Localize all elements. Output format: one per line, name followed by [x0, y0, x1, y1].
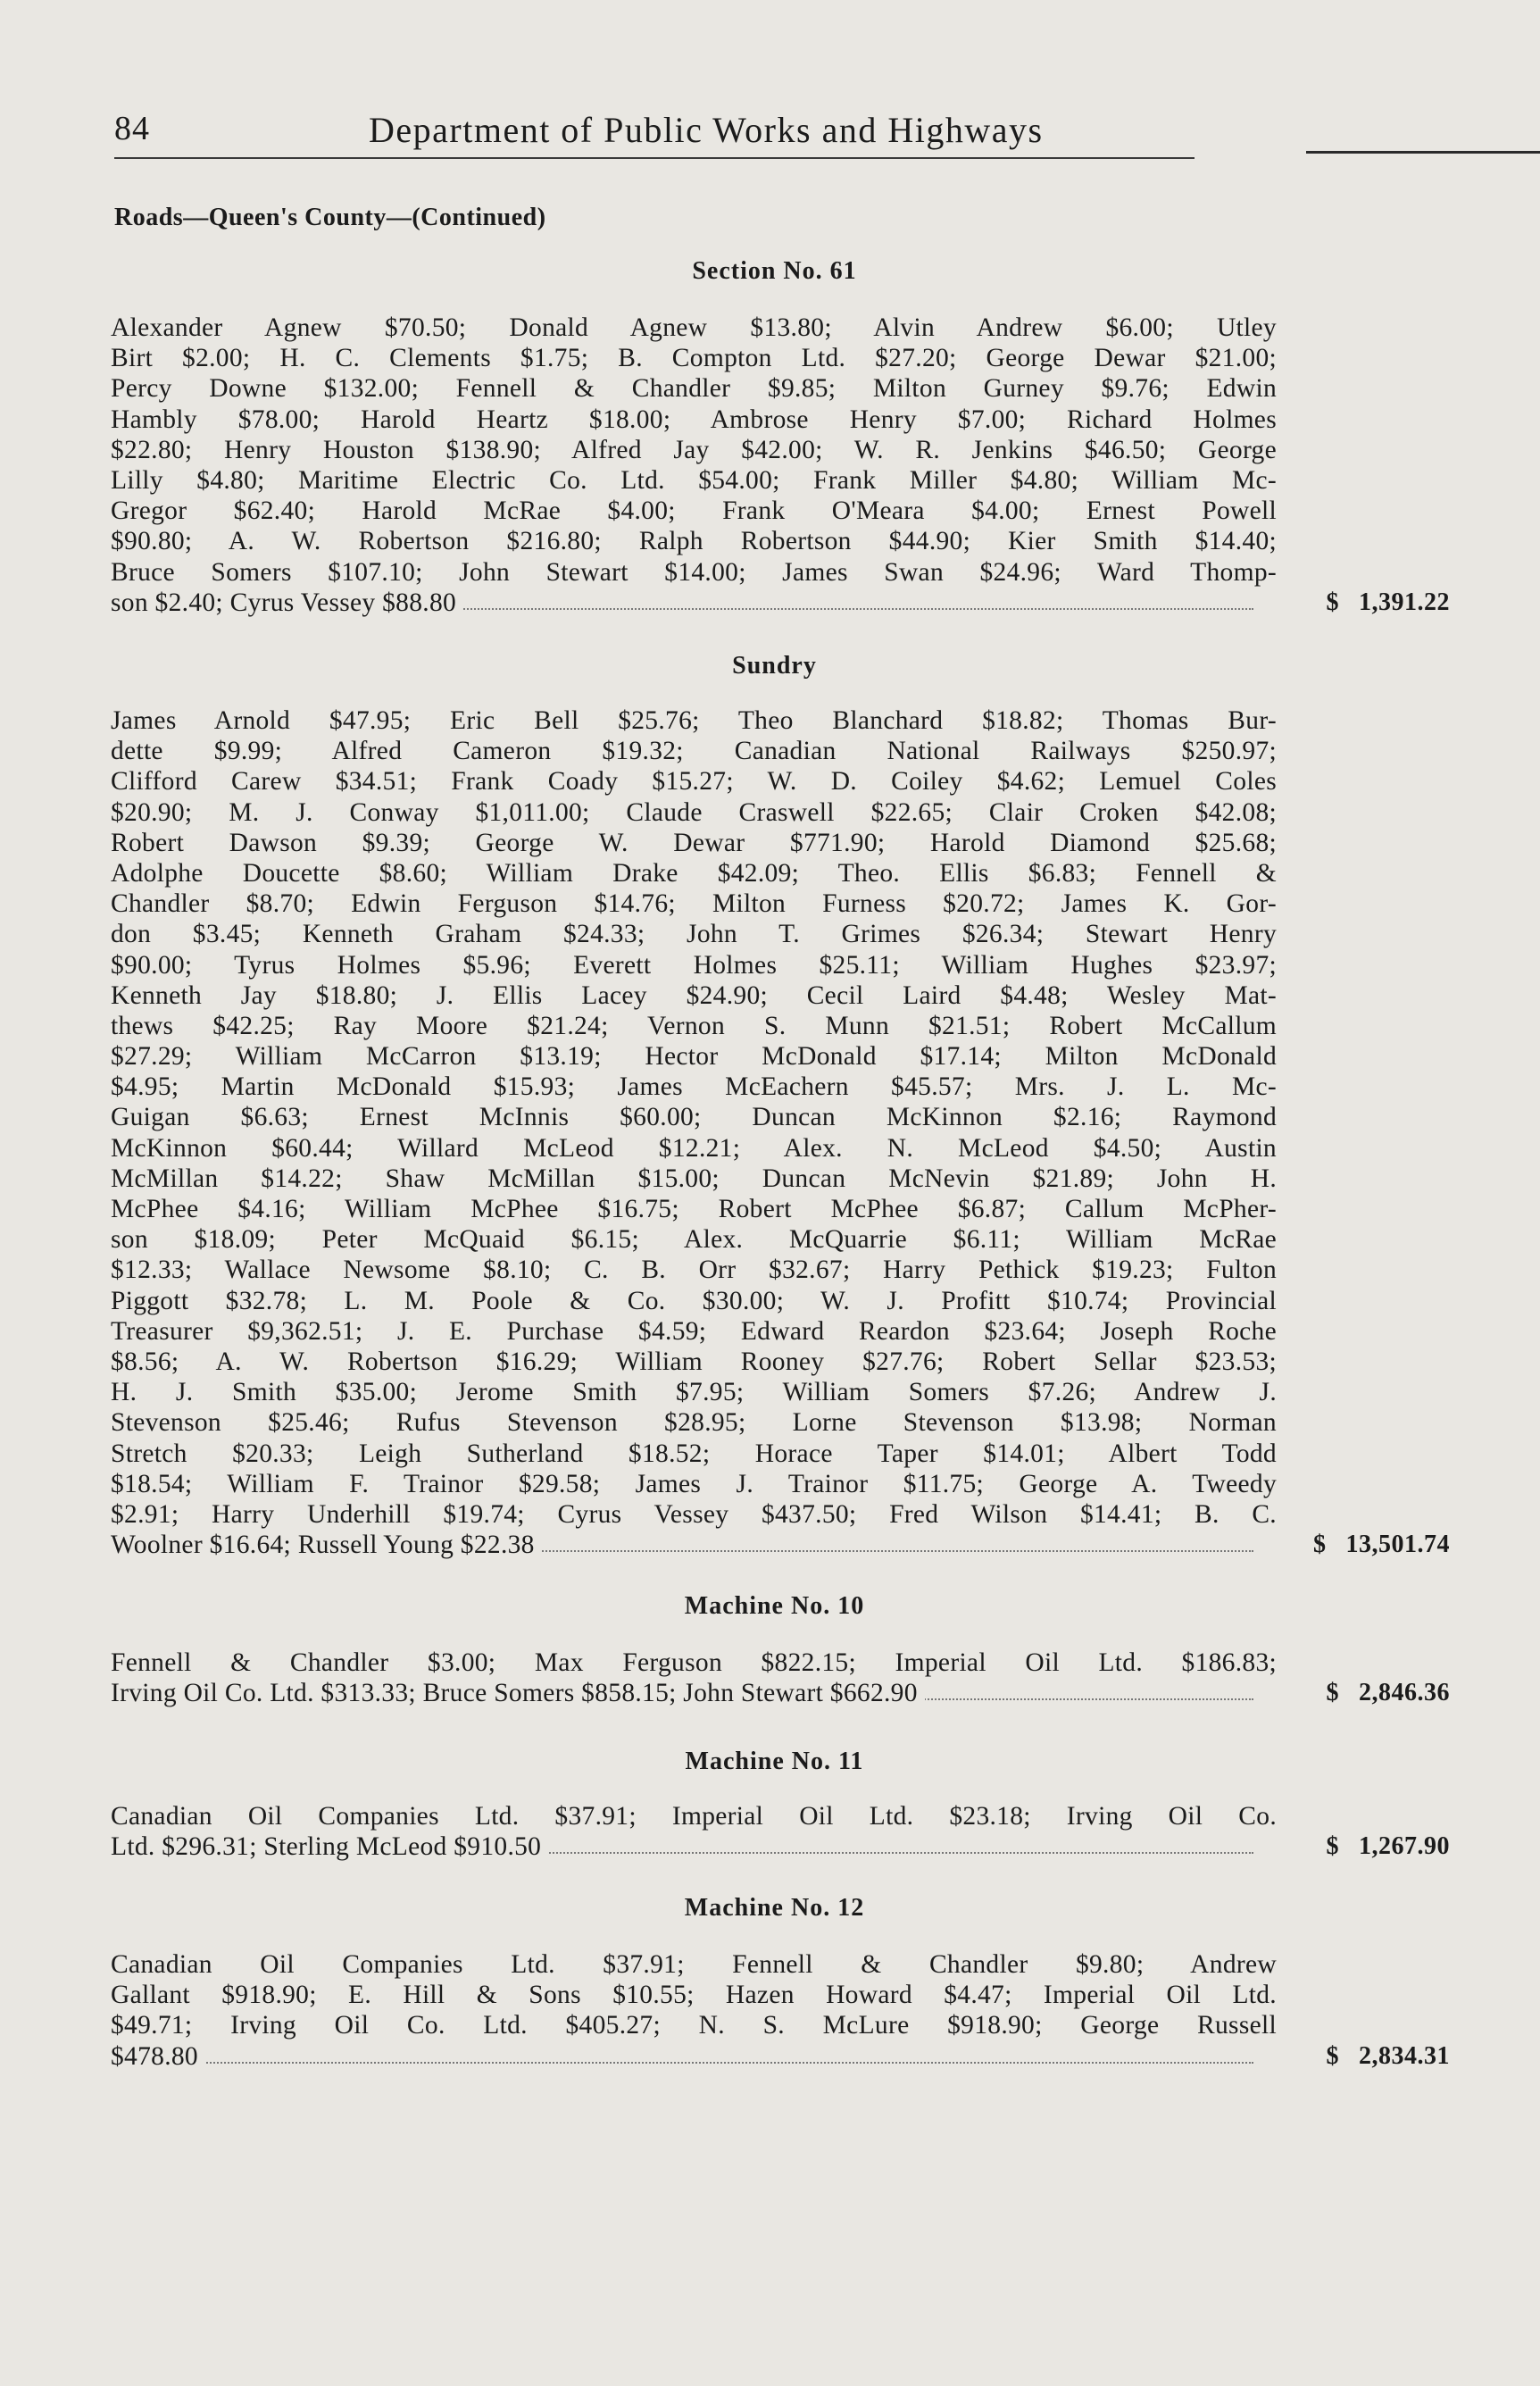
- entry-line: Stretch $20.33; Leigh Sutherland $18.52; Horace Taper $14.01; Albert Todd: [111, 1439, 1277, 1468]
- block-entries: [111, 1648, 1450, 1708]
- page-number: 84: [114, 110, 150, 147]
- entry-text: son $2.40; Cyrus Vessey $88.80: [111, 588, 463, 617]
- entry-line: McPhee $4.16; William McPhee $16.75; Robert McPhee $6.87; Callum McPher-: [111, 1195, 1277, 1223]
- currency-symbol: $: [1326, 1679, 1339, 1707]
- entry-line-total: [111, 1831, 1450, 1862]
- dot-leader: [111, 2062, 1253, 2064]
- entry-line: Hambly $78.00; Harold Heartz $18.00; Ambrose Henry $7.00; Richard Holmes: [111, 405, 1277, 434]
- total-amount: 2,834.31: [1359, 2041, 1450, 2070]
- entry-line: Birt $2.00; H. C. Clements $1.75; B. Compton Ltd. $27.20; George Dewar $21.00;: [111, 344, 1277, 373]
- entry-text: Irving Oil Co. Ltd. $313.33; Bruce Somers $858.15; John Stewart $662.90: [111, 1679, 925, 1707]
- entry-line: Gregor $62.40; Harold McRae $4.00; Frank O'Meara $4.00; Ernest Powell: [111, 496, 1277, 526]
- block-heading: Section No. 61: [692, 257, 857, 285]
- block-heading: Machine No. 10: [684, 1592, 865, 1620]
- entry-line: son $18.09; Peter McQuaid $6.15; Alex. McQuarrie $6.11; William McRae: [111, 1225, 1277, 1255]
- total-amount: 1,391.22: [1359, 588, 1450, 616]
- entry-line: Canadian Oil Companies Ltd. $37.91; Imperial Oil Ltd. $23.18; Irving Oil Co.: [111, 1802, 1277, 1831]
- block-heading: Sundry: [732, 652, 817, 680]
- entry-line: Bruce Somers $107.10; John Stewart $14.00; James Swan $24.96; Ward Thomp-: [111, 557, 1277, 587]
- entry-line: McKinnon $60.44; Willard McLeod $12.21; Alex. N. McLeod $4.50; Austin: [111, 1133, 1277, 1163]
- entry-text: $478.80: [111, 2042, 205, 2071]
- block-entries: [111, 1949, 1450, 2072]
- entry-line: dette $9.99; Alfred Cameron $19.32; Canadian National Railways $250.97;: [111, 737, 1277, 766]
- entry-line: James Arnold $47.95; Eric Bell $25.76; Theo Blanchard $18.82; Thomas Bur-: [111, 706, 1277, 735]
- block-total: [1321, 1678, 1451, 1708]
- entry-line: H. J. Smith $35.00; Jerome Smith $7.95; William Somers $7.26; Andrew J.: [111, 1378, 1277, 1407]
- block-heading: Machine No. 11: [685, 1748, 864, 1775]
- entry-line-total: [111, 1530, 1450, 1560]
- block-total: [1321, 588, 1451, 618]
- entry-line-total: [111, 588, 1450, 618]
- total-amount: 1,267.90: [1359, 1832, 1450, 1861]
- entry-line: Guigan $6.63; Ernest McInnis $60.00; Duncan McKinnon $2.16; Raymond: [111, 1103, 1277, 1132]
- total-amount: 2,846.36: [1359, 1679, 1450, 1707]
- entry-line: Fennell & Chandler $3.00; Max Ferguson $822.15; Imperial Oil Ltd. $186.83;: [111, 1648, 1277, 1677]
- currency-symbol: $: [1313, 1531, 1327, 1559]
- entry-line-total: [111, 1678, 1450, 1708]
- header-rule-right: [1306, 151, 1540, 154]
- entry-line: $49.71; Irving Oil Co. Ltd. $405.27; N. S. McLure $918.90; George Russell: [111, 2011, 1277, 2040]
- currency-symbol: $: [1326, 588, 1339, 616]
- entry-line: Piggott $32.78; L. M. Poole & Co. $30.00; W. J. Profitt $10.74; Provincial: [111, 1286, 1277, 1315]
- block-total: [1321, 2041, 1451, 2072]
- entry-line: thews $42.25; Ray Moore $21.24; Vernon S. Munn $21.51; Robert McCallum: [111, 1011, 1277, 1040]
- entry-text: Woolner $16.64; Russell Young $22.38: [111, 1531, 542, 1559]
- entry-line: Lilly $4.80; Maritime Electric Co. Ltd. $54.00; Frank Miller $4.80; William Mc-: [111, 465, 1277, 495]
- block-heading: Machine No. 12: [684, 1894, 865, 1922]
- running-title: Department of Public Works and Highways: [369, 110, 1044, 150]
- entry-line: Clifford Carew $34.51; Frank Coady $15.27; W. D. Coiley $4.62; Lemuel Coles: [111, 767, 1277, 797]
- entry-line: McMillan $14.22; Shaw McMillan $15.00; Duncan McNevin $21.89; John H.: [111, 1164, 1277, 1193]
- block-total: [1308, 1530, 1450, 1560]
- block-total: [1321, 1831, 1451, 1862]
- entry-line: $20.90; M. J. Conway $1,011.00; Claude Craswell $22.65; Clair Croken $42.08;: [111, 797, 1277, 827]
- entry-line: Robert Dawson $9.39; George W. Dewar $771.90; Harold Diamond $25.68;: [111, 828, 1277, 857]
- entry-line: $90.80; A. W. Robertson $216.80; Ralph Robertson $44.90; Kier Smith $14.40;: [111, 527, 1277, 556]
- entry-line: Gallant $918.90; E. Hill & Sons $10.55; Hazen Howard $4.47; Imperial Oil Ltd.: [111, 1981, 1277, 2010]
- entry-line-total: [111, 2041, 1450, 2072]
- entry-line: don $3.45; Kenneth Graham $24.33; John T. Grimes $26.34; Stewart Henry: [111, 920, 1277, 949]
- entry-line: $4.95; Martin McDonald $15.93; James McEachern $45.57; Mrs. J. L. Mc-: [111, 1072, 1277, 1102]
- entry-line: $27.29; William McCarron $13.19; Hector McDonald $17.14; Milton McDonald: [111, 1042, 1277, 1072]
- section-heading: Roads—Queen's County—(Continued): [114, 204, 546, 231]
- entry-line: Stevenson $25.46; Rufus Stevenson $28.95; Lorne Stevenson $13.98; Norman: [111, 1408, 1277, 1438]
- header-rule: [114, 157, 1195, 159]
- entry-line: $90.00; Tyrus Holmes $5.96; Everett Holmes $25.11; William Hughes $23.97;: [111, 950, 1277, 980]
- entry-line: $18.54; William F. Trainor $29.58; James J. Trainor $11.75; George A. Tweedy: [111, 1469, 1277, 1498]
- entry-line: Treasurer $9,362.51; J. E. Purchase $4.59; Edward Reardon $23.64; Joseph Roche: [111, 1316, 1277, 1346]
- entry-line: Canadian Oil Companies Ltd. $37.91; Fennell & Chandler $9.80; Andrew: [111, 1950, 1277, 1979]
- block-entries: [111, 705, 1450, 1560]
- entry-line: Kenneth Jay $18.80; J. Ellis Lacey $24.90; Cecil Laird $4.48; Wesley Mat-: [111, 980, 1277, 1010]
- entry-line: Alexander Agnew $70.50; Donald Agnew $13.80; Alvin Andrew $6.00; Utley: [111, 313, 1277, 342]
- entry-line: $12.33; Wallace Newsome $8.10; C. B. Orr $32.67; Harry Pethick $19.23; Fulton: [111, 1256, 1277, 1285]
- currency-symbol: $: [1326, 2041, 1339, 2070]
- block-entries: [111, 313, 1450, 618]
- page-header: [114, 105, 1458, 161]
- entry-line: $8.56; A. W. Robertson $16.29; William Rooney $27.76; Robert Sellar $23.53;: [111, 1347, 1277, 1376]
- entry-line: Chandler $8.70; Edwin Ferguson $14.76; Milton Furness $20.72; James K. Gor-: [111, 889, 1277, 919]
- entry-text: Ltd. $296.31; Sterling McLeod $910.50: [111, 1832, 548, 1861]
- entry-line: Adolphe Doucette $8.60; William Drake $42.09; Theo. Ellis $6.83; Fennell &: [111, 858, 1277, 888]
- entry-line: Percy Downe $132.00; Fennell & Chandler $9.85; Milton Gurney $9.76; Edwin: [111, 374, 1277, 404]
- entry-line: $2.91; Harry Underhill $19.74; Cyrus Vessey $437.50; Fred Wilson $14.41; B. C.: [111, 1499, 1277, 1529]
- currency-symbol: $: [1326, 1832, 1339, 1861]
- entry-line: $22.80; Henry Houston $138.90; Alfred Jay $42.00; W. R. Jenkins $46.50; George: [111, 435, 1277, 464]
- total-amount: 13,501.74: [1345, 1531, 1450, 1559]
- block-entries: [111, 1801, 1450, 1862]
